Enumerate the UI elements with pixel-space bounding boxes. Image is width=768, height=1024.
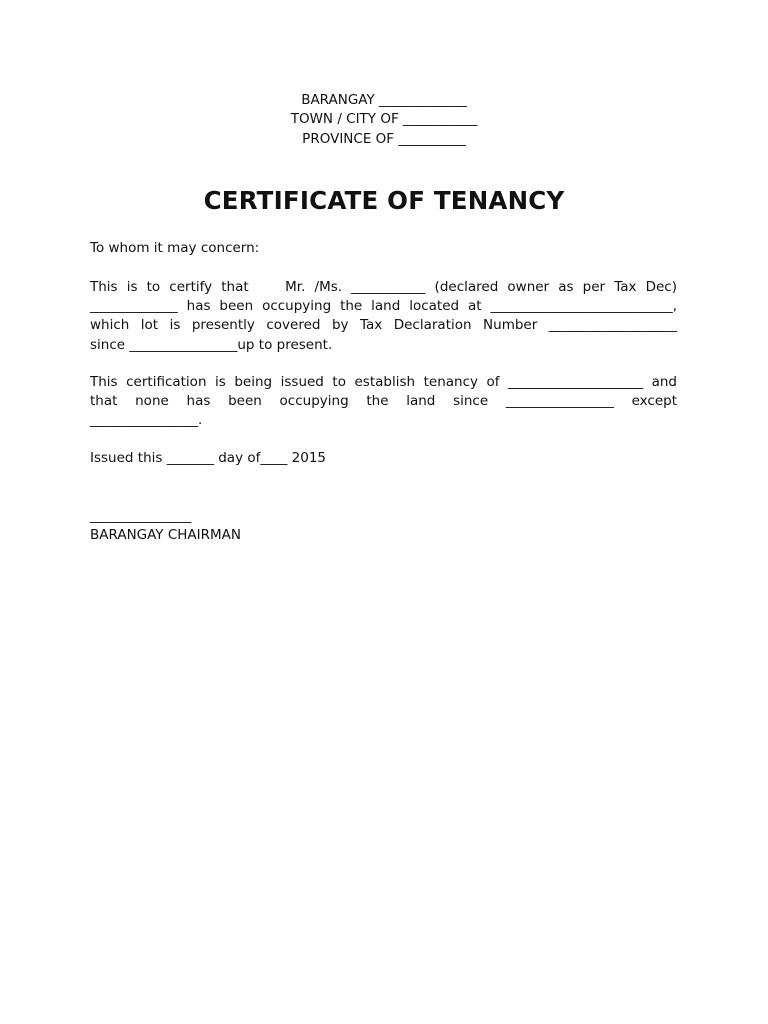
paragraph-line: This is to certify that Mr. /Ms. ___________ (declared owner as per Tax Dec) xyxy=(90,279,677,295)
document-title: CERTIFICATE OF TENANCY xyxy=(203,186,565,215)
town-city-line: TOWN / CITY OF ___________ xyxy=(290,111,478,128)
document-header xyxy=(0,91,768,149)
paragraph-line: This certification is being issued to establish tenancy of ____________________ and xyxy=(90,374,677,390)
province-line: PROVINCE OF __________ xyxy=(302,130,466,147)
signatory-title: BARANGAY CHAIRMAN xyxy=(90,527,242,544)
paragraph-line: which lot is presently covered by Tax Declaration Number ___________________ xyxy=(90,317,677,334)
paragraph-line: _____________ has been occupying the land located at ___________________________, xyxy=(90,298,677,315)
paragraph-line: ________________. xyxy=(90,412,203,429)
signature-block xyxy=(90,507,677,545)
certification-paragraph xyxy=(90,278,677,355)
issued-date-line: Issued this _______ day of____ 2015 xyxy=(90,450,327,466)
purpose-paragraph xyxy=(90,373,677,431)
barangay-line: BARANGAY _____________ xyxy=(301,92,467,108)
paragraph-line: since ________________up to present. xyxy=(90,336,333,353)
paragraph-line: that none has been occupying the land since ________________ except xyxy=(90,393,677,410)
salutation: To whom it may concern: xyxy=(90,240,260,256)
signature-line: _______________ xyxy=(90,508,192,524)
